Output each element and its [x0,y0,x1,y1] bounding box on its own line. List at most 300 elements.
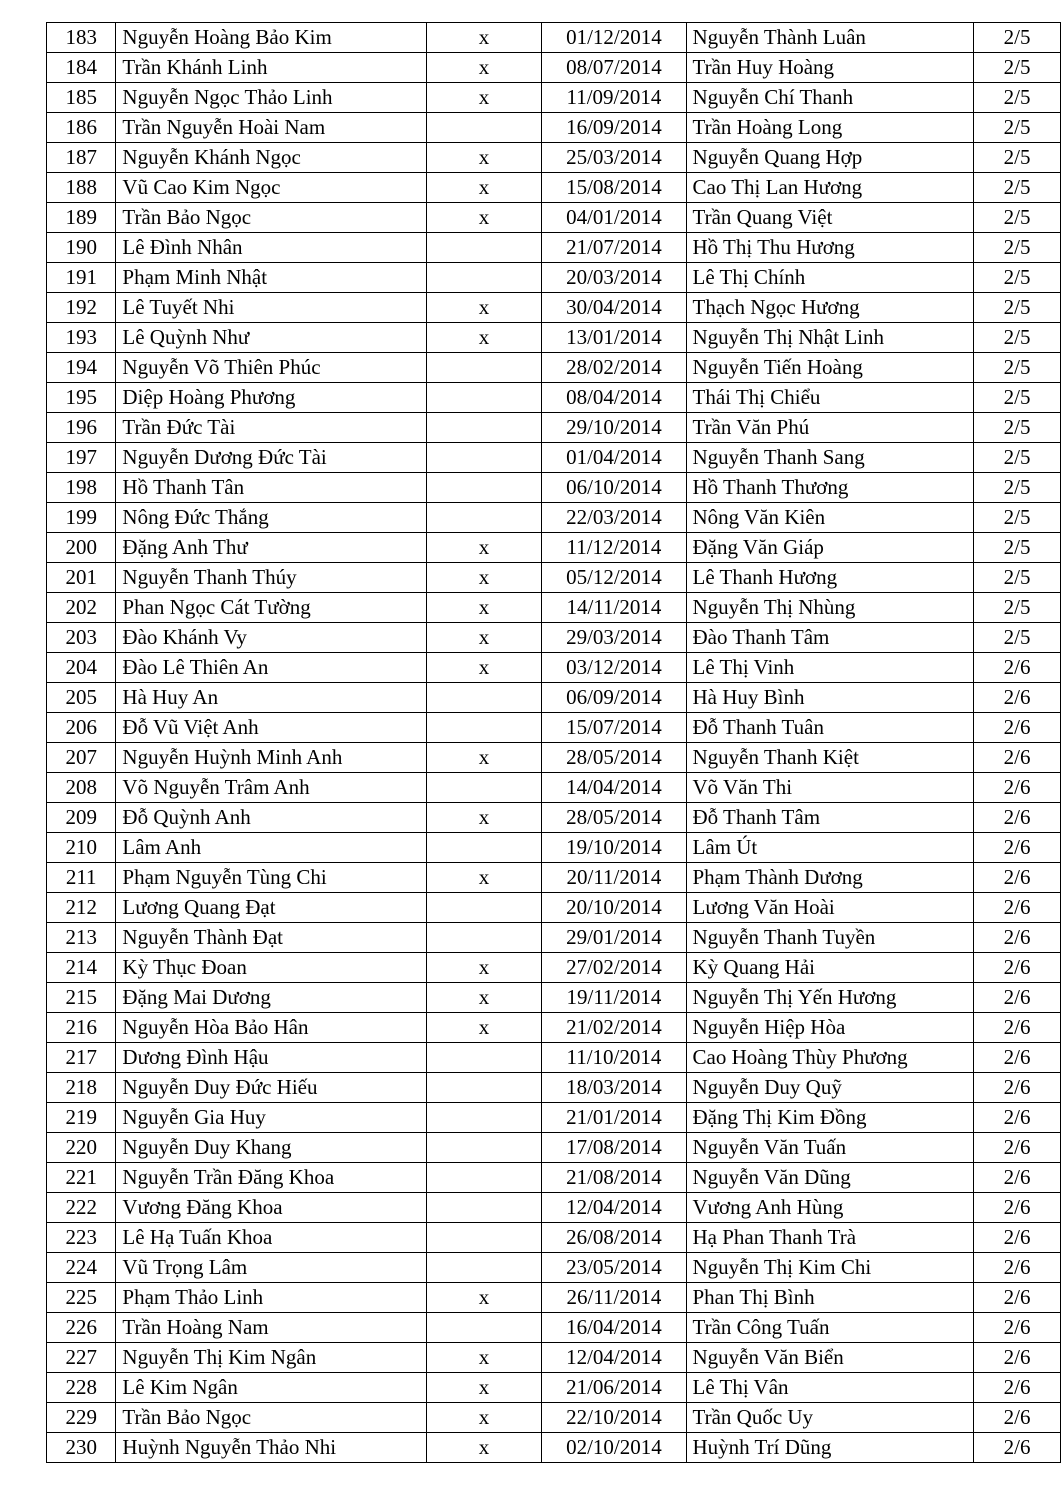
birth-date: 19/10/2014 [542,833,686,863]
table-row [47,503,1061,533]
row-number: 188 [47,173,116,203]
birth-date: 20/03/2014 [542,263,686,293]
row-number: 194 [47,353,116,383]
row-number: 206 [47,713,116,743]
female-mark [426,893,542,923]
row-number: 195 [47,383,116,413]
parent-name: Nguyễn Hiệp Hòa [686,1013,974,1043]
class-name: 2/6 [974,1343,1061,1373]
parent-name: Thái Thị Chiểu [686,383,974,413]
female-mark [426,413,542,443]
student-name: Nguyễn Hoàng Bảo Kim [116,23,426,53]
student-name: Đỗ Quỳnh Anh [116,803,426,833]
parent-name: Hà Huy Bình [686,683,974,713]
female-mark [426,233,542,263]
parent-name: Thạch Ngọc Hương [686,293,974,323]
student-name: Phan Ngọc Cát Tường [116,593,426,623]
female-mark [426,473,542,503]
class-name: 2/5 [974,203,1061,233]
row-number: 216 [47,1013,116,1043]
row-number: 217 [47,1043,116,1073]
table-row [47,1073,1061,1103]
student-name: Nguyễn Gia Huy [116,1103,426,1133]
female-mark [426,683,542,713]
birth-date: 16/04/2014 [542,1313,686,1343]
class-name: 2/5 [974,593,1061,623]
class-name: 2/5 [974,143,1061,173]
table-row [47,1283,1061,1313]
row-number: 185 [47,83,116,113]
table-row [47,1253,1061,1283]
parent-name: Lê Thị Vân [686,1373,974,1403]
class-name: 2/6 [974,713,1061,743]
birth-date: 21/01/2014 [542,1103,686,1133]
student-name: Vương Đăng Khoa [116,1193,426,1223]
table-row [47,1223,1061,1253]
student-name: Nguyễn Thành Đạt [116,923,426,953]
birth-date: 13/01/2014 [542,323,686,353]
female-mark: x [426,1433,542,1463]
row-number: 218 [47,1073,116,1103]
class-name: 2/6 [974,953,1061,983]
table-row [47,143,1061,173]
parent-name: Cao Hoàng Thùy Phương [686,1043,974,1073]
row-number: 223 [47,1223,116,1253]
table-row [47,923,1061,953]
birth-date: 06/10/2014 [542,473,686,503]
row-number: 189 [47,203,116,233]
class-name: 2/5 [974,23,1061,53]
female-mark [426,443,542,473]
parent-name: Nguyễn Thị Nhật Linh [686,323,974,353]
student-name: Vũ Trọng Lâm [116,1253,426,1283]
female-mark [426,383,542,413]
parent-name: Phan Thị Bình [686,1283,974,1313]
table-row [47,413,1061,443]
parent-name: Nguyễn Văn Dũng [686,1163,974,1193]
parent-name: Lê Thị Chính [686,263,974,293]
row-number: 230 [47,1433,116,1463]
class-name: 2/5 [974,623,1061,653]
parent-name: Đỗ Thanh Tâm [686,803,974,833]
table-row [47,83,1061,113]
parent-name: Lâm Út [686,833,974,863]
female-mark [426,1193,542,1223]
student-name: Nguyễn Thanh Thúy [116,563,426,593]
birth-date: 20/10/2014 [542,893,686,923]
class-name: 2/6 [974,1043,1061,1073]
table-row [47,1103,1061,1133]
student-name: Lê Quỳnh Như [116,323,426,353]
parent-name: Trần Hoàng Long [686,113,974,143]
parent-name: Trần Công Tuấn [686,1313,974,1343]
parent-name: Nguyễn Duy Quỹ [686,1073,974,1103]
class-name: 2/6 [974,1133,1061,1163]
table-row [47,383,1061,413]
student-name: Nguyễn Huỳnh Minh Anh [116,743,426,773]
parent-name: Đào Thanh Tâm [686,623,974,653]
parent-name: Vương Anh Hùng [686,1193,974,1223]
birth-date: 08/07/2014 [542,53,686,83]
class-name: 2/6 [974,833,1061,863]
female-mark [426,713,542,743]
birth-date: 30/04/2014 [542,293,686,323]
birth-date: 03/12/2014 [542,653,686,683]
female-mark: x [426,653,542,683]
parent-name: Đặng Thị Kim Đồng [686,1103,974,1133]
student-roster-table [46,22,1061,1463]
table-row [47,443,1061,473]
student-name: Đỗ Vũ Việt Anh [116,713,426,743]
student-name: Nguyễn Võ Thiên Phúc [116,353,426,383]
table-row [47,803,1061,833]
parent-name: Nông Văn Kiên [686,503,974,533]
student-name: Hà Huy An [116,683,426,713]
class-name: 2/6 [974,1403,1061,1433]
table-row [47,1013,1061,1043]
female-mark [426,923,542,953]
female-mark: x [426,1373,542,1403]
female-mark [426,263,542,293]
student-name: Nguyễn Duy Đức Hiếu [116,1073,426,1103]
student-name: Huỳnh Nguyễn Thảo Nhi [116,1433,426,1463]
parent-name: Trần Quốc Uy [686,1403,974,1433]
parent-name: Cao Thị Lan Hương [686,173,974,203]
row-number: 215 [47,983,116,1013]
row-number: 228 [47,1373,116,1403]
student-name: Lương Quang Đạt [116,893,426,923]
class-name: 2/6 [974,1073,1061,1103]
birth-date: 29/01/2014 [542,923,686,953]
row-number: 229 [47,1403,116,1433]
parent-name: Kỳ Quang Hải [686,953,974,983]
table-row [47,53,1061,83]
birth-date: 17/08/2014 [542,1133,686,1163]
student-name: Đào Khánh Vy [116,623,426,653]
roster-body [47,23,1061,1463]
female-mark: x [426,1013,542,1043]
table-row [47,893,1061,923]
female-mark [426,833,542,863]
class-name: 2/6 [974,893,1061,923]
female-mark [426,1043,542,1073]
birth-date: 21/07/2014 [542,233,686,263]
birth-date: 02/10/2014 [542,1433,686,1463]
birth-date: 28/05/2014 [542,803,686,833]
parent-name: Nguyễn Thanh Kiệt [686,743,974,773]
parent-name: Nguyễn Thanh Sang [686,443,974,473]
parent-name: Nguyễn Thị Yến Hương [686,983,974,1013]
table-row [47,1193,1061,1223]
class-name: 2/5 [974,473,1061,503]
female-mark [426,1163,542,1193]
class-name: 2/6 [974,1193,1061,1223]
row-number: 211 [47,863,116,893]
parent-name: Đỗ Thanh Tuân [686,713,974,743]
class-name: 2/6 [974,743,1061,773]
birth-date: 28/02/2014 [542,353,686,383]
student-name: Trần Hoàng Nam [116,1313,426,1343]
female-mark: x [426,323,542,353]
birth-date: 06/09/2014 [542,683,686,713]
parent-name: Trần Huy Hoàng [686,53,974,83]
female-mark: x [426,953,542,983]
table-row [47,1373,1061,1403]
birth-date: 28/05/2014 [542,743,686,773]
student-name: Đặng Mai Dương [116,983,426,1013]
student-name: Vũ Cao Kim Ngọc [116,173,426,203]
birth-date: 27/02/2014 [542,953,686,983]
student-name: Võ Nguyễn Trâm Anh [116,773,426,803]
birth-date: 05/12/2014 [542,563,686,593]
table-row [47,353,1061,383]
row-number: 197 [47,443,116,473]
birth-date: 16/09/2014 [542,113,686,143]
row-number: 207 [47,743,116,773]
student-name: Nguyễn Ngọc Thảo Linh [116,83,426,113]
birth-date: 20/11/2014 [542,863,686,893]
class-name: 2/5 [974,443,1061,473]
birth-date: 23/05/2014 [542,1253,686,1283]
student-name: Lê Tuyết Nhi [116,293,426,323]
birth-date: 14/04/2014 [542,773,686,803]
birth-date: 29/10/2014 [542,413,686,443]
table-row [47,1133,1061,1163]
female-mark: x [426,533,542,563]
parent-name: Nguyễn Thanh Tuyền [686,923,974,953]
table-row [47,1043,1061,1073]
class-name: 2/5 [974,83,1061,113]
female-mark: x [426,1403,542,1433]
student-name: Nguyễn Duy Khang [116,1133,426,1163]
class-name: 2/6 [974,683,1061,713]
parent-name: Nguyễn Tiến Hoàng [686,353,974,383]
table-row [47,203,1061,233]
table-row [47,713,1061,743]
student-name: Trần Bảo Ngọc [116,203,426,233]
class-name: 2/5 [974,353,1061,383]
parent-name: Nguyễn Chí Thanh [686,83,974,113]
class-name: 2/6 [974,1223,1061,1253]
class-name: 2/6 [974,1163,1061,1193]
birth-date: 12/04/2014 [542,1343,686,1373]
row-number: 226 [47,1313,116,1343]
female-mark [426,1313,542,1343]
row-number: 192 [47,293,116,323]
row-number: 208 [47,773,116,803]
row-number: 219 [47,1103,116,1133]
row-number: 201 [47,563,116,593]
table-row [47,1343,1061,1373]
student-name: Diệp Hoàng Phương [116,383,426,413]
row-number: 221 [47,1163,116,1193]
row-number: 198 [47,473,116,503]
row-number: 224 [47,1253,116,1283]
table-row [47,293,1061,323]
female-mark [426,113,542,143]
row-number: 202 [47,593,116,623]
class-name: 2/5 [974,563,1061,593]
student-name: Phạm Minh Nhật [116,263,426,293]
row-number: 200 [47,533,116,563]
class-name: 2/6 [974,1433,1061,1463]
student-name: Nguyễn Hòa Bảo Hân [116,1013,426,1043]
parent-name: Trần Văn Phú [686,413,974,443]
student-name: Hồ Thanh Tân [116,473,426,503]
student-name: Kỳ Thục Đoan [116,953,426,983]
student-name: Phạm Thảo Linh [116,1283,426,1313]
student-name: Trần Đức Tài [116,413,426,443]
row-number: 222 [47,1193,116,1223]
birth-date: 26/11/2014 [542,1283,686,1313]
student-name: Trần Khánh Linh [116,53,426,83]
female-mark [426,1133,542,1163]
female-mark: x [426,863,542,893]
row-number: 212 [47,893,116,923]
class-name: 2/5 [974,233,1061,263]
birth-date: 12/04/2014 [542,1193,686,1223]
class-name: 2/5 [974,383,1061,413]
female-mark: x [426,203,542,233]
birth-date: 08/04/2014 [542,383,686,413]
table-row [47,473,1061,503]
birth-date: 11/09/2014 [542,83,686,113]
class-name: 2/6 [974,1313,1061,1343]
row-number: 199 [47,503,116,533]
birth-date: 22/03/2014 [542,503,686,533]
class-name: 2/6 [974,803,1061,833]
table-row [47,263,1061,293]
female-mark: x [426,293,542,323]
class-name: 2/5 [974,53,1061,83]
parent-name: Lương Văn Hoài [686,893,974,923]
student-name: Trần Nguyễn Hoài Nam [116,113,426,143]
student-name: Lê Kim Ngân [116,1373,426,1403]
student-name: Nguyễn Thị Kim Ngân [116,1343,426,1373]
female-mark: x [426,1343,542,1373]
female-mark [426,353,542,383]
row-number: 204 [47,653,116,683]
table-row [47,743,1061,773]
class-name: 2/5 [974,413,1061,443]
table-row [47,113,1061,143]
parent-name: Nguyễn Thị Kim Chi [686,1253,974,1283]
birth-date: 04/01/2014 [542,203,686,233]
birth-date: 22/10/2014 [542,1403,686,1433]
table-row [47,593,1061,623]
class-name: 2/5 [974,503,1061,533]
class-name: 2/6 [974,653,1061,683]
row-number: 183 [47,23,116,53]
birth-date: 29/03/2014 [542,623,686,653]
table-row [47,1403,1061,1433]
table-row [47,983,1061,1013]
student-name: Nông Đức Thắng [116,503,426,533]
class-name: 2/5 [974,323,1061,353]
row-number: 191 [47,263,116,293]
row-number: 214 [47,953,116,983]
row-number: 213 [47,923,116,953]
class-name: 2/6 [974,1103,1061,1133]
parent-name: Lê Thị Vinh [686,653,974,683]
row-number: 187 [47,143,116,173]
student-name: Lâm Anh [116,833,426,863]
row-number: 203 [47,623,116,653]
birth-date: 01/12/2014 [542,23,686,53]
row-number: 227 [47,1343,116,1373]
class-name: 2/6 [974,773,1061,803]
parent-name: Nguyễn Văn Tuấn [686,1133,974,1163]
female-mark: x [426,623,542,653]
female-mark: x [426,983,542,1013]
table-row [47,233,1061,263]
birth-date: 25/03/2014 [542,143,686,173]
birth-date: 15/07/2014 [542,713,686,743]
row-number: 190 [47,233,116,263]
birth-date: 26/08/2014 [542,1223,686,1253]
parent-name: Trần Quang Việt [686,203,974,233]
student-name: Lê Hạ Tuấn Khoa [116,1223,426,1253]
table-row [47,833,1061,863]
table-row [47,773,1061,803]
class-name: 2/5 [974,533,1061,563]
parent-name: Nguyễn Thành Luân [686,23,974,53]
student-name: Đặng Anh Thư [116,533,426,563]
female-mark: x [426,173,542,203]
document-page [46,22,1061,1463]
female-mark: x [426,83,542,113]
table-row [47,863,1061,893]
student-name: Dương Đình Hậu [116,1043,426,1073]
female-mark [426,1223,542,1253]
parent-name: Võ Văn Thi [686,773,974,803]
parent-name: Nguyễn Văn Biển [686,1343,974,1373]
table-row [47,173,1061,203]
parent-name: Huỳnh Trí Dũng [686,1433,974,1463]
female-mark: x [426,23,542,53]
class-name: 2/6 [974,983,1061,1013]
student-name: Đào Lê Thiên An [116,653,426,683]
birth-date: 11/12/2014 [542,533,686,563]
table-row [47,683,1061,713]
parent-name: Hạ Phan Thanh Trà [686,1223,974,1253]
birth-date: 18/03/2014 [542,1073,686,1103]
female-mark [426,1103,542,1133]
row-number: 220 [47,1133,116,1163]
female-mark: x [426,563,542,593]
birth-date: 01/04/2014 [542,443,686,473]
female-mark: x [426,1283,542,1313]
table-row [47,323,1061,353]
parent-name: Đặng Văn Giáp [686,533,974,563]
class-name: 2/6 [974,923,1061,953]
student-name: Nguyễn Khánh Ngọc [116,143,426,173]
student-name: Trần Bảo Ngọc [116,1403,426,1433]
female-mark [426,773,542,803]
table-row [47,953,1061,983]
class-name: 2/5 [974,113,1061,143]
student-name: Lê Đình Nhân [116,233,426,263]
birth-date: 19/11/2014 [542,983,686,1013]
table-row [47,1163,1061,1193]
student-name: Nguyễn Trần Đăng Khoa [116,1163,426,1193]
student-name: Nguyễn Dương Đức Tài [116,443,426,473]
birth-date: 14/11/2014 [542,593,686,623]
female-mark [426,1073,542,1103]
student-name: Phạm Nguyễn Tùng Chi [116,863,426,893]
class-name: 2/5 [974,173,1061,203]
row-number: 210 [47,833,116,863]
